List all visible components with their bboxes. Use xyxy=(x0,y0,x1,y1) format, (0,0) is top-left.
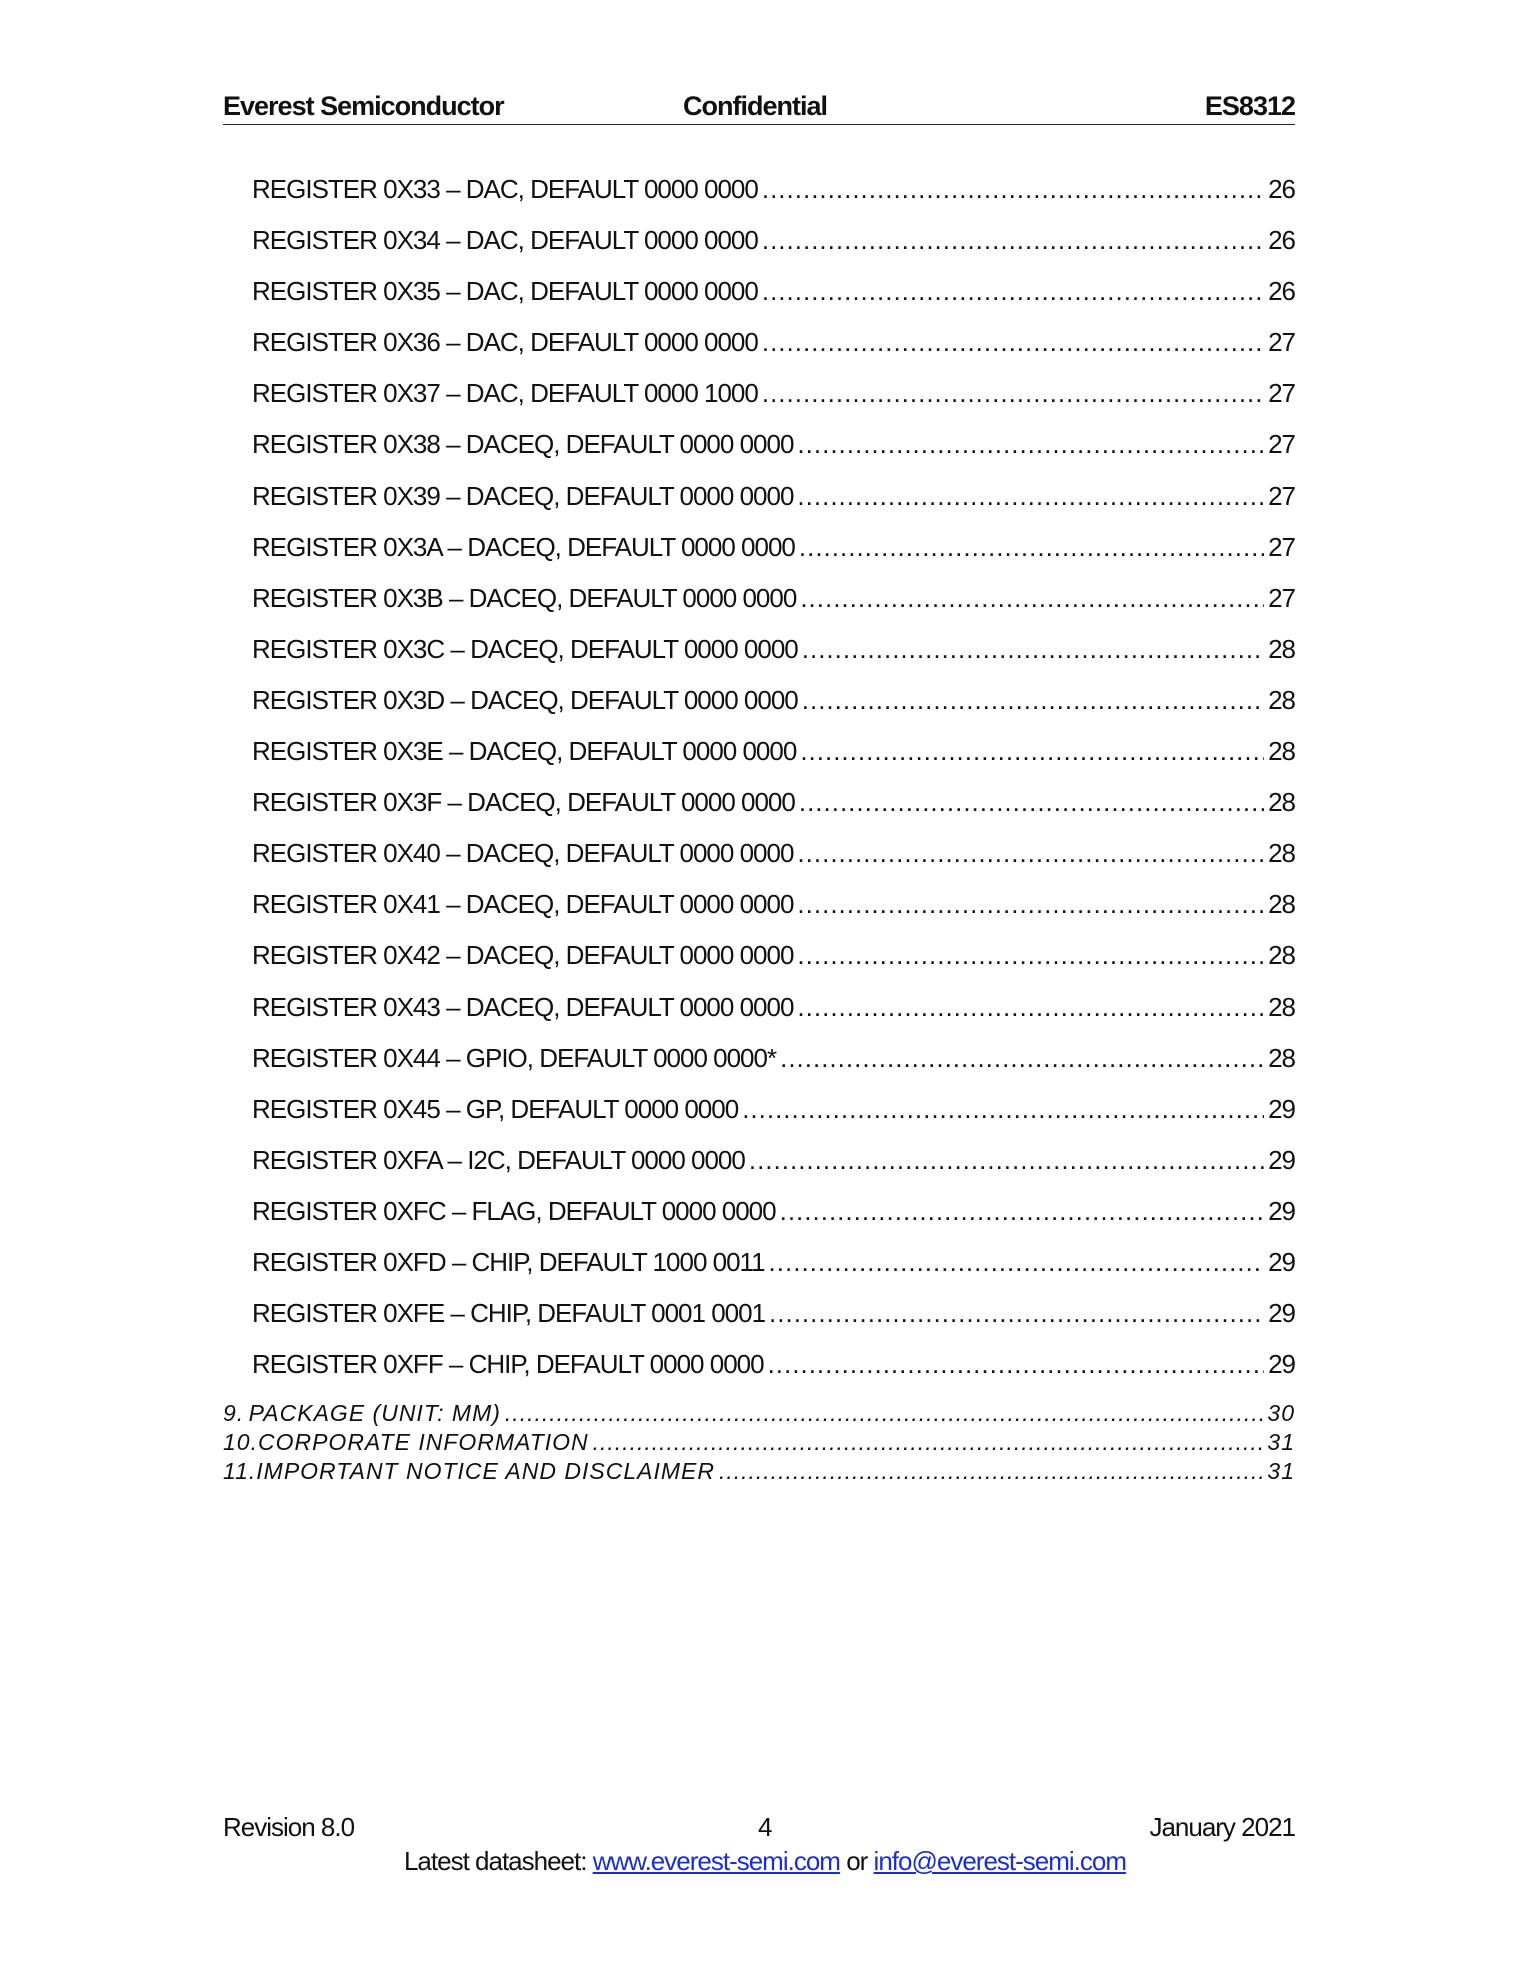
toc-entry-0x41[interactable] xyxy=(223,889,1295,940)
dot-leader xyxy=(797,429,1264,460)
toc-section-number: 10. xyxy=(223,1429,258,1456)
toc-entry-page: 29 xyxy=(1268,1349,1295,1380)
toc-entry-0xfe[interactable] xyxy=(223,1298,1295,1349)
toc-entry-0x43[interactable] xyxy=(223,992,1295,1043)
dot-leader xyxy=(769,1298,1264,1329)
toc-entry-title: REGISTER 0X42 – DACEQ, DEFAULT 0000 0000 xyxy=(252,940,794,971)
dot-leader xyxy=(799,532,1264,563)
toc-entry-title: REGISTER 0X41 – DACEQ, DEFAULT 0000 0000 xyxy=(252,889,794,920)
toc-entry-title: REGISTER 0X39 – DACEQ, DEFAULT 0000 0000 xyxy=(252,480,794,511)
toc-entry-page: 29 xyxy=(1268,1246,1295,1277)
toc-entry-title: REGISTER 0XFD – CHIP, DEFAULT 1000 0011 xyxy=(252,1246,765,1277)
toc-entry-page: 29 xyxy=(1268,1093,1295,1124)
dot-leader xyxy=(799,787,1264,818)
toc-entry-title: REGISTER 0XFA – I2C, DEFAULT 0000 0000 xyxy=(252,1144,745,1175)
toc-entry-page: 28 xyxy=(1268,940,1295,971)
toc-entry-page: 26 xyxy=(1268,276,1295,307)
toc-section-title: CORPORATE INFORMATION xyxy=(257,1429,589,1456)
toc-entry-0x3c[interactable] xyxy=(223,634,1295,685)
dot-leader xyxy=(780,1196,1264,1227)
toc-section-number: 9. xyxy=(223,1400,245,1427)
toc-entry-0xff[interactable] xyxy=(223,1349,1295,1400)
dot-leader xyxy=(800,736,1264,767)
dot-leader xyxy=(797,940,1264,971)
toc-entry-page: 28 xyxy=(1268,684,1295,715)
part-number: ES8312 xyxy=(1204,91,1295,121)
toc-entry-0x40[interactable] xyxy=(223,838,1295,889)
revision-label: Revision 8.0 xyxy=(223,1812,355,1842)
toc-entry-0x3e[interactable] xyxy=(223,736,1295,787)
toc-entry-page: 29 xyxy=(1268,1195,1295,1226)
toc-entry-title: REGISTER 0X40 – DACEQ, DEFAULT 0000 0000 xyxy=(252,838,794,869)
email-link[interactable]: info@everest-semi.com xyxy=(873,1846,1127,1876)
toc-entry-0x34[interactable] xyxy=(223,225,1295,276)
toc-entry-title: REGISTER 0X3B – DACEQ, DEFAULT 0000 0000 xyxy=(252,582,797,613)
dot-leader xyxy=(797,992,1264,1023)
toc-entry-title: REGISTER 0X44 – GPIO, DEFAULT 0000 0000* xyxy=(252,1042,777,1073)
toc-entry-page: 27 xyxy=(1268,378,1295,409)
dot-leader xyxy=(762,378,1264,409)
dot-leader xyxy=(742,1094,1264,1125)
toc-entry-title: REGISTER 0X34 – DAC, DEFAULT 0000 0000 xyxy=(252,225,758,256)
date-label: January 2021 xyxy=(1149,1812,1295,1842)
dot-leader xyxy=(802,634,1264,665)
toc-section-important-notice[interactable] xyxy=(223,1458,1295,1487)
dot-leader xyxy=(719,1458,1263,1485)
toc-entry-page: 29 xyxy=(1268,1144,1295,1175)
toc-entry-0xfc[interactable] xyxy=(223,1196,1295,1247)
dot-leader xyxy=(505,1400,1263,1427)
toc-entry-page: 29 xyxy=(1268,1298,1295,1329)
table-of-contents xyxy=(223,174,1295,1487)
toc-entry-page: 28 xyxy=(1268,633,1295,664)
page-footer xyxy=(223,1812,1295,1848)
toc-entry-title: REGISTER 0X45 – GP, DEFAULT 0000 0000 xyxy=(252,1093,739,1124)
toc-entry-page: 28 xyxy=(1268,736,1295,767)
toc-section-page: 31 xyxy=(1267,1429,1295,1456)
website-link[interactable]: www.everest-semi.com xyxy=(592,1846,840,1876)
toc-entry-title: REGISTER 0X3F – DACEQ, DEFAULT 0000 0000 xyxy=(252,787,795,818)
dot-leader xyxy=(780,1043,1264,1074)
toc-entry-title: REGISTER 0X3A – DACEQ, DEFAULT 0000 0000 xyxy=(252,531,795,562)
toc-entry-0xfd[interactable] xyxy=(223,1247,1295,1298)
toc-entry-page: 28 xyxy=(1268,889,1295,920)
toc-entry-page: 26 xyxy=(1268,174,1295,204)
toc-entry-title: REGISTER 0X36 – DAC, DEFAULT 0000 0000 xyxy=(252,327,758,358)
toc-entry-0x42[interactable] xyxy=(223,940,1295,991)
toc-entry-title: REGISTER 0X38 – DACEQ, DEFAULT 0000 0000 xyxy=(252,429,794,460)
toc-entry-page: 27 xyxy=(1268,480,1295,511)
page-number: 4 xyxy=(758,1812,772,1842)
toc-entry-0x44[interactable] xyxy=(223,1043,1295,1094)
dot-leader xyxy=(762,327,1264,358)
dot-leader xyxy=(769,1247,1265,1278)
toc-section-page: 31 xyxy=(1267,1458,1295,1485)
toc-section-page: 30 xyxy=(1267,1400,1295,1427)
toc-entry-title: REGISTER 0X3C – DACEQ, DEFAULT 0000 0000 xyxy=(252,633,798,664)
toc-entry-page: 27 xyxy=(1268,327,1295,358)
toc-entry-page: 28 xyxy=(1268,838,1295,869)
toc-entry-0x37[interactable] xyxy=(223,378,1295,429)
dot-leader xyxy=(797,838,1264,869)
footer-contact-line xyxy=(0,1846,1530,1877)
toc-entry-0x3a[interactable] xyxy=(223,532,1295,583)
toc-entry-page: 26 xyxy=(1268,225,1295,256)
dot-leader xyxy=(762,276,1264,307)
dot-leader xyxy=(762,225,1264,256)
toc-entry-0x33[interactable] xyxy=(223,174,1295,225)
classification-label: Confidential xyxy=(683,91,827,121)
toc-entry-title: REGISTER 0X33 – DAC, DEFAULT 0000 0000 xyxy=(252,174,758,204)
latest-datasheet-label: Latest datasheet: xyxy=(403,1846,593,1876)
toc-entry-page: 27 xyxy=(1268,429,1295,460)
dot-leader xyxy=(797,889,1264,920)
toc-entry-0x38[interactable] xyxy=(223,429,1295,480)
or-text: or xyxy=(839,1846,874,1876)
dot-leader xyxy=(762,174,1264,205)
toc-section-title: IMPORTANT NOTICE AND DISCLAIMER xyxy=(256,1458,715,1485)
dot-leader xyxy=(593,1429,1264,1456)
toc-entry-title: REGISTER 0X3E – DACEQ, DEFAULT 0000 0000 xyxy=(252,736,797,767)
toc-entry-page: 28 xyxy=(1268,991,1295,1022)
toc-section-package[interactable] xyxy=(223,1400,1295,1429)
toc-entry-page: 28 xyxy=(1268,787,1295,818)
toc-entry-page: 28 xyxy=(1268,1042,1295,1073)
dot-leader xyxy=(749,1145,1264,1176)
toc-entry-title: REGISTER 0X35 – DAC, DEFAULT 0000 0000 xyxy=(252,276,758,307)
company-name: Everest Semiconductor xyxy=(223,91,504,121)
dot-leader xyxy=(768,1349,1265,1380)
toc-entry-0x39[interactable] xyxy=(223,481,1295,532)
toc-entry-0x36[interactable] xyxy=(223,327,1295,378)
toc-section-number: 11. xyxy=(223,1458,257,1485)
toc-entry-title: REGISTER 0XFE – CHIP, DEFAULT 0001 0001 xyxy=(252,1298,766,1329)
page-header xyxy=(223,88,1295,125)
toc-entry-page: 27 xyxy=(1268,582,1295,613)
toc-entry-0xfa[interactable] xyxy=(223,1145,1295,1196)
dot-leader xyxy=(797,481,1264,512)
toc-entry-0x45[interactable] xyxy=(223,1094,1295,1145)
toc-entry-title: REGISTER 0X37 – DAC, DEFAULT 0000 1000 xyxy=(252,378,758,409)
toc-entry-title: REGISTER 0XFF – CHIP, DEFAULT 0000 0000 xyxy=(252,1349,764,1380)
toc-entry-0x3b[interactable] xyxy=(223,583,1295,634)
dot-leader xyxy=(800,583,1264,614)
toc-entry-title: REGISTER 0X3D – DACEQ, DEFAULT 0000 0000 xyxy=(252,684,798,715)
toc-entry-0x3d[interactable] xyxy=(223,685,1295,736)
toc-entry-title: REGISTER 0XFC – FLAG, DEFAULT 0000 0000 xyxy=(252,1195,776,1226)
toc-entry-page: 27 xyxy=(1268,531,1295,562)
toc-entry-0x35[interactable] xyxy=(223,276,1295,327)
toc-entry-title: REGISTER 0X43 – DACEQ, DEFAULT 0000 0000 xyxy=(252,991,794,1022)
toc-section-corporate-information[interactable] xyxy=(223,1429,1295,1458)
dot-leader xyxy=(802,685,1264,716)
toc-entry-0x3f[interactable] xyxy=(223,787,1295,838)
toc-section-title: PACKAGE (UNIT: MM) xyxy=(248,1400,501,1427)
